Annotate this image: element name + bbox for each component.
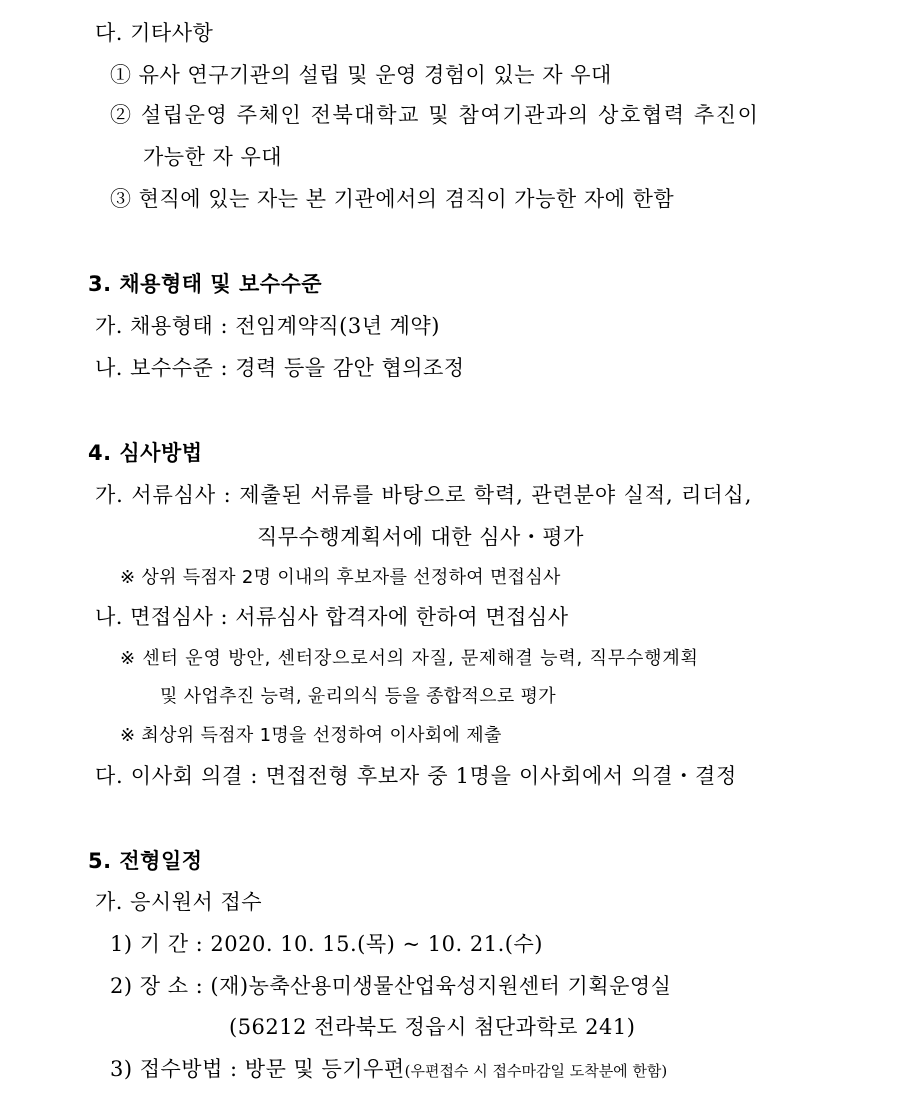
section-3-heading: 3. 채용형태 및 보수수준 — [88, 272, 323, 296]
section-3-salary: 나. 보수수준 : 경력 등을 감안 협의조정 — [95, 356, 465, 380]
subsection-other-title: 다. 기타사항 — [95, 21, 214, 45]
section-5-place-line2: (56212 전라북도 정읍시 첨단과학로 241) — [229, 1015, 636, 1039]
section-4-interview-note2: ※ 최상위 득점자 1명을 선정하여 이사회에 제출 — [120, 725, 502, 746]
section-4-board-resolution: 다. 이사회 의결 : 면접전형 후보자 중 1명을 이사회에서 의결・결정 — [95, 764, 737, 788]
section-5-method-main: 3) 접수방법 : 방문 및 등기우편 — [110, 1057, 405, 1081]
section-5-method — [110, 1056, 667, 1084]
section-5-application-receipt: 가. 응시원서 접수 — [95, 890, 263, 914]
other-item-2-line2: 가능한 자 우대 — [143, 145, 283, 169]
section-4-heading: 4. 심사방법 — [88, 441, 203, 465]
section-5-place-line1: 2) 장 소 : (재)농축산용미생물산업육성지원센터 기획운영실 — [110, 974, 672, 998]
section-4-document-review-line1: 가. 서류심사 : 제출된 서류를 바탕으로 학력, 관련분야 실적, 리더십, — [95, 483, 753, 507]
section-5-period: 1) 기 간 : 2020. 10. 15.(목) ~ 10. 21.(수) — [110, 932, 543, 956]
section-4-document-review-note: ※ 상위 득점자 2명 이내의 후보자를 선정하여 면접심사 — [120, 567, 561, 588]
section-5-method-note: (우편접수 시 접수마감일 도착분에 한함) — [404, 1062, 668, 1080]
section-4-interview-review: 나. 면접심사 : 서류심사 합격자에 한하여 면접심사 — [95, 605, 569, 629]
section-4-interview-note1-line2: 및 사업추진 능력, 윤리의식 등을 종합적으로 평가 — [160, 686, 556, 707]
other-item-3: ③ 현직에 있는 자는 본 기관에서의 겸직이 가능한 자에 한함 — [110, 187, 675, 211]
section-4-document-review-line2: 직무수행계획서에 대한 심사・평가 — [257, 525, 584, 549]
other-item-1: ① 유사 연구기관의 설립 및 운영 경험이 있는 자 우대 — [110, 63, 612, 87]
section-4-interview-note1-line1: ※ 센터 운영 방안, 센터장으로서의 자질, 문제해결 능력, 직무수행계획 — [120, 648, 699, 669]
section-3-employment-type: 가. 채용형태 : 전임계약직(3년 계약) — [95, 314, 440, 338]
section-5-heading: 5. 전형일정 — [88, 849, 203, 873]
other-item-2-line1: ② 설립운영 주체인 전북대학교 및 참여기관과의 상호협력 추진이 — [110, 103, 760, 127]
